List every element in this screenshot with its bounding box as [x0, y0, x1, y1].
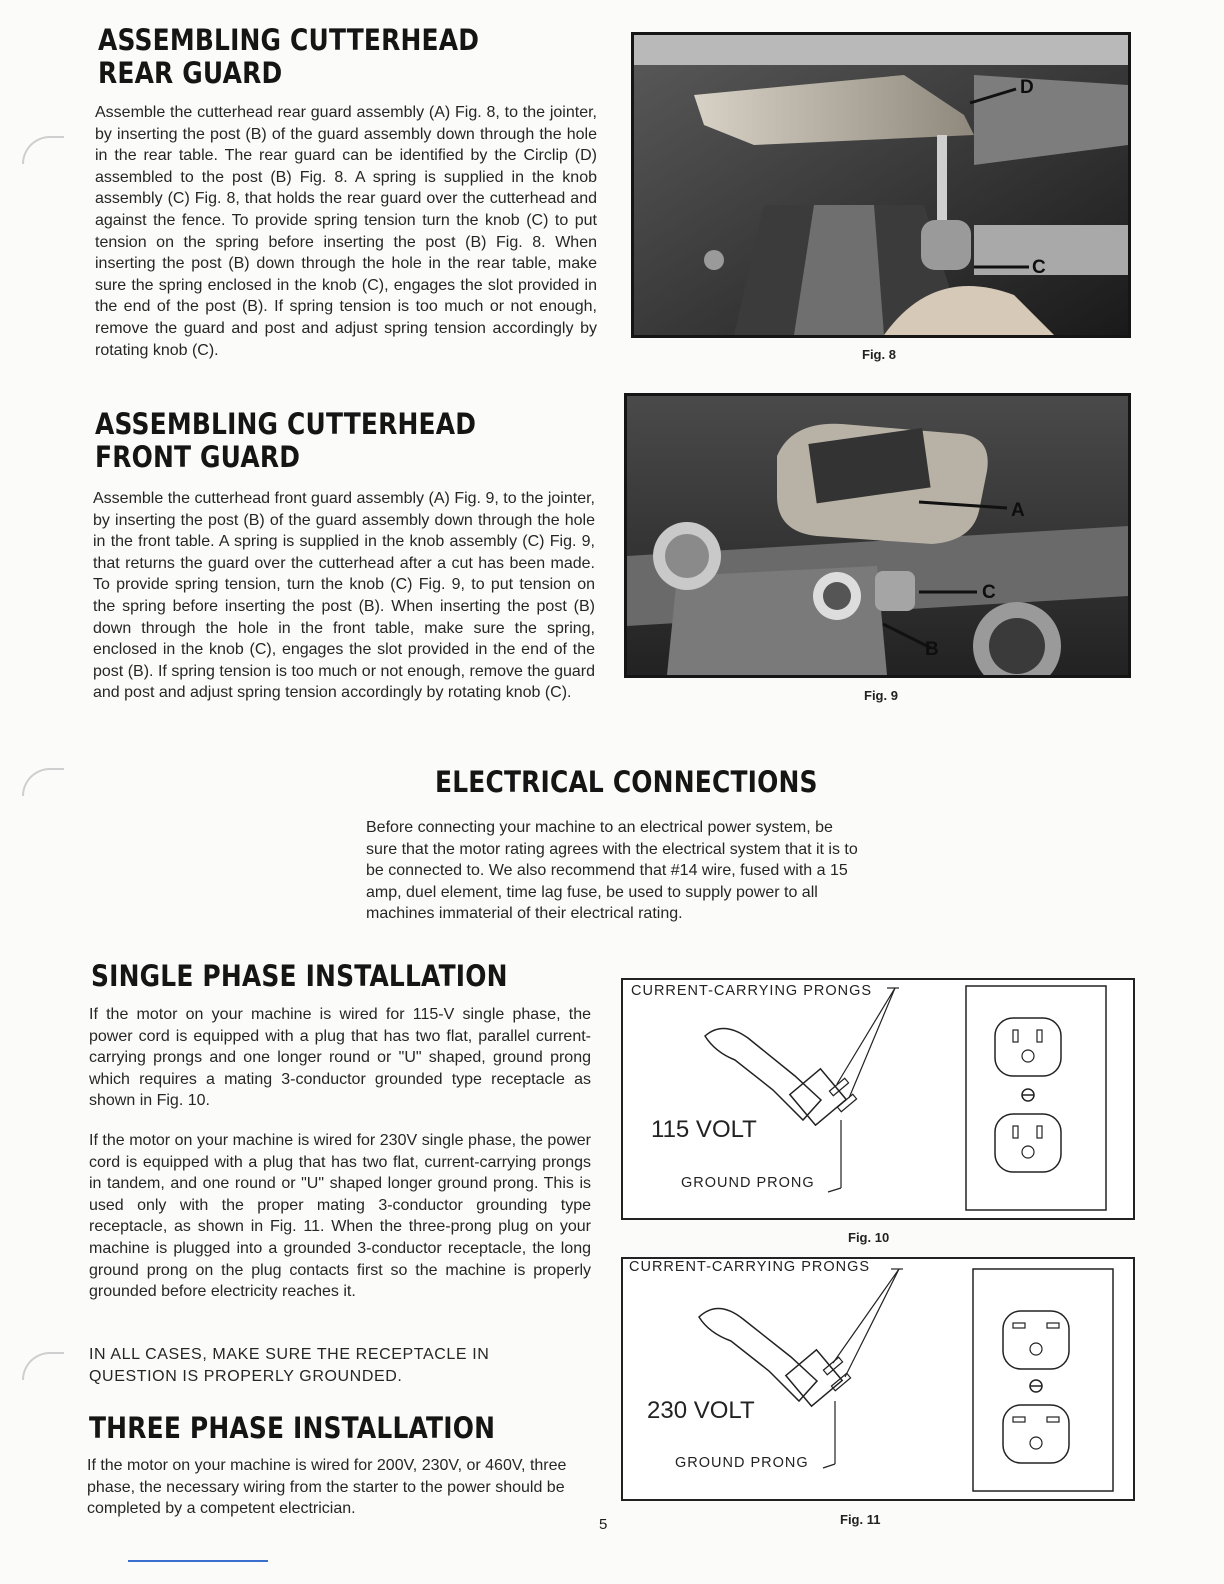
binder-hole-mark-middle — [22, 768, 64, 796]
rear-guard-heading — [98, 24, 479, 90]
front-guard-text: Assemble the cutterhead front guard assembly (A) Fig. 9, to the jointer, by inserting the post (B) of the guard assembly down through the hole in the front table. A spring is supplied in the knob assembly (C) Fig. 9, that returns the guard over the cutterhead after a cut has been made. To provide spring tension, turn the knob (C) Fig. 9, to put tension on the spring before inserting the post (B). When inserting the post (B) down through the hole in the front table, make sure the spring, enclosed in the knob (C), engages the slot provided in the end of the post (B). If spring tension is too much or not enough, remove the guard and post and adjust spring tension accordingly by rotating knob (C). — [93, 490, 595, 702]
single-phase-para2: If the motor on your machine is wired for 230V single phase, the power cord is equipped with a plug that has two flat, current-carrying prongs in tandem, and one round or "U" shaped longer ground prong. This is used only with the proper mating 3-conductor grounding type receptacle, as shown in Fig. 11. When the three-prong plug on your machine is plugged into a grounded 3-conductor receptacle, the long ground prong on the plug contacts first so the machine is properly grounded before electricity reaches it. — [89, 1132, 591, 1301]
fig8-label-d: D — [1020, 77, 1034, 98]
fig9-label-c: C — [982, 582, 996, 603]
front-guard-heading — [95, 408, 476, 474]
fig11-diagram — [621, 1257, 1135, 1501]
rear-guard-text: Assemble the cutterhead rear guard assembly (A) Fig. 8, to the jointer, by inserting the post (B) of the guard assembly down through the hole in the rear table. The rear guard can be identified by the Circlip (D) assembled to the post (B) Fig. 8. A spring is supplied in the knob assembly (C) Fig. 8, that holds the rear guard over the cutterhead and against the fence. To provide spring tension turn the knob (C) to put tension on the spring before inserting the post (B) Fig. 8. When inserting the post (B) down through the hole in the rear table, make sure the spring enclosed in the knob (C), engages the slot provided in the end of the post (B). If spring tension is too much or not enough, remove the guard and post and adjust spring tension accordingly by rotating knob (C). — [95, 104, 597, 359]
fig11-volt-label: 230 VOLT — [647, 1397, 755, 1424]
fig8-photo — [631, 32, 1131, 338]
fig11-caption: Fig. 11 — [840, 1512, 881, 1527]
rear-guard-heading-line1: ASSEMBLING CUTTERHEAD — [98, 23, 480, 57]
fig11-ground-label: GROUND PRONG — [675, 1455, 809, 1471]
fig10-caption: Fig. 10 — [848, 1230, 890, 1245]
fig8-caption: Fig. 8 — [862, 347, 896, 362]
fig11-prongs-label: CURRENT-CARRYING PRONGS — [629, 1259, 871, 1275]
electrical-text: Before connecting your machine to an electrical power system, be sure that the motor rating agrees with the electrical system that it is to be connected to. We also recommend that #14 wire, fused with a 15 amp, duel element, time lag fuse, be used to supply power to all machines immaterial of their electrical rating. — [366, 819, 858, 923]
three-phase-heading: THREE PHASE INSTALLATION — [89, 1411, 496, 1445]
front-guard-heading-line1: ASSEMBLING CUTTERHEAD — [95, 407, 477, 441]
single-phase-para1: If the motor on your machine is wired for 115-V single phase, the power cord is equipped with a plug that has two flat, parallel current-carrying prongs and one longer round or "U" shaped, ground prong which requires a mating 3-conductor grounded type receptacle as shown in Fig. 10. — [89, 1006, 591, 1110]
fig10-volt-label: 115 VOLT — [651, 1116, 757, 1143]
page-number: 5 — [599, 1516, 608, 1533]
single-phase-warning: IN ALL CASES, MAKE SURE THE RECEPTACLE IN QUESTION IS PROPERLY GROUNDED. — [89, 1346, 490, 1385]
fig9-photo — [624, 393, 1131, 678]
fig10-diagram — [621, 978, 1135, 1220]
blue-underline-mark — [128, 1560, 268, 1562]
fig9-label-b: B — [925, 639, 939, 660]
rear-guard-heading-line2: REAR GUARD — [98, 56, 283, 90]
fig9-caption: Fig. 9 — [864, 688, 898, 703]
electrical-heading: ELECTRICAL CONNECTIONS — [435, 765, 818, 799]
fig10-prongs-label: CURRENT-CARRYING PRONGS — [631, 983, 873, 999]
single-phase-heading: SINGLE PHASE INSTALLATION — [91, 959, 508, 993]
binder-hole-mark-top — [22, 136, 64, 164]
binder-hole-mark-bottom — [22, 1352, 64, 1380]
three-phase-text: If the motor on your machine is wired for 200V, 230V, or 460V, three phase, the necessary wiring from the starter to the power should be completed by a competent electrician. — [87, 1457, 567, 1518]
fig10-ground-label: GROUND PRONG — [681, 1175, 815, 1191]
fig9-label-a: A — [1011, 500, 1025, 521]
fig8-label-c: C — [1032, 257, 1046, 278]
front-guard-heading-line2: FRONT GUARD — [95, 440, 301, 474]
